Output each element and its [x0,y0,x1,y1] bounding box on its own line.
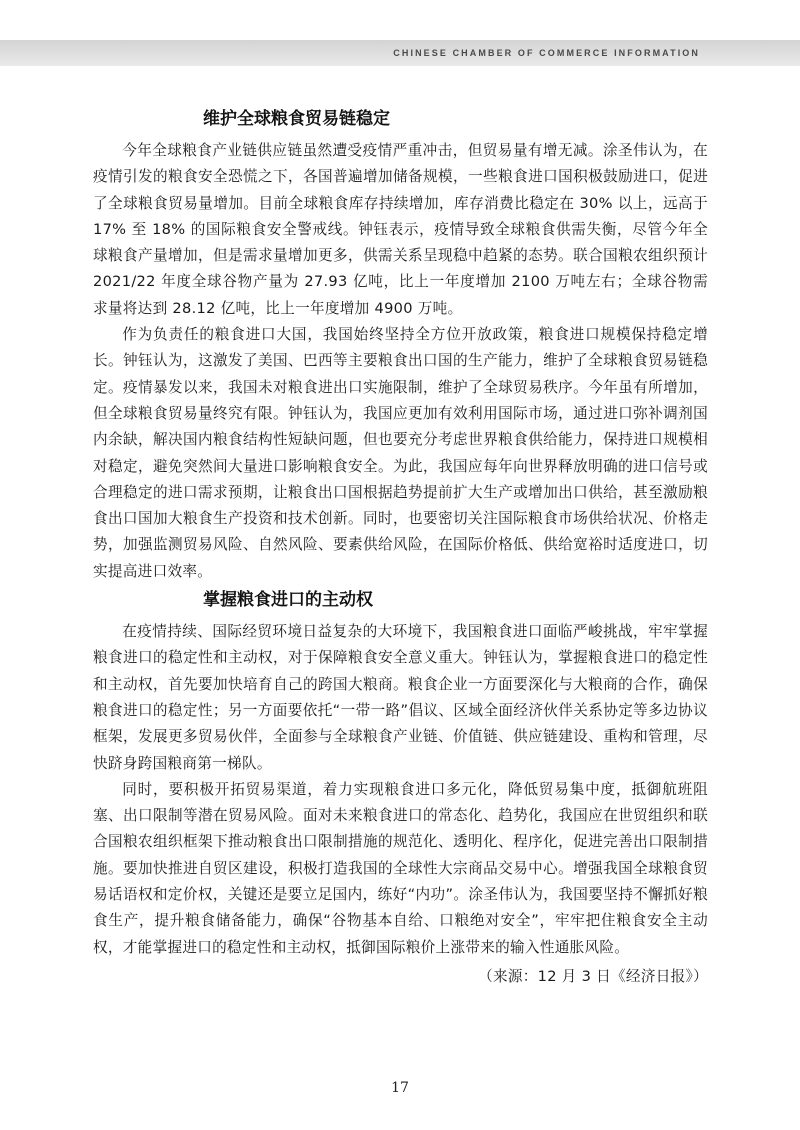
paragraph: 作为负责任的粮食进口大国，我国始终坚持全方位开放政策，粮食进口规模保持稳定增长。钟钰认为，这激发了美国、巴西等主要粮食出口国的生产能力，维护了全球粮食贸易链稳定。疫情暴发以来，我国未对粮食进出口实施限制，维护了全球贸易秩序。今年虽有所增加，但全球粮食贸易量终究有限。钟钰认为，我国应更加有效利用国际市场，通过进口弥补调剂国内余缺，解决国内粮食结构性短缺问题，但也要充分考虑世界粮食供给能力，保持进口规模相对稳定，避免突然间大量进口影响粮食安全。为此，我国应每年向世界释放明确的进口信号或合理稳定的进口需求预期，让粮食出口国根据趋势提前扩大生产或增加出口供给，甚至激励粮食出口国加大粮食生产投资和技术创新。同时，也要密切关注国际粮食市场供给状况、价格走势，加强监测贸易风险、自然风险、要素供给风险，在国际价格低、供给宽裕时适度进口，切实提高进口效率。 [93,326,708,580]
paragraph: 今年全球粮食产业链供应链虽然遭受疫情严重冲击，但贸易量有增无减。涂圣伟认为，在疫情引发的粮食安全恐慌之下，各国普遍增加储备规模，一些粮食进口国积极鼓励进口，促进了全球粮食贸易量增加。目前全球粮食库存持续增加，库存消费比稳定在 30% 以上，远高于 17% 至 18% 的国际粮食安全警戒线。钟钰表示，疫情导致全球粮食供需失衡，尽管今年全球粮食产量增加，但是需求量增加更多，供需关系呈现稳中趋紧的态势。联合国粮农组织预计 2021/22 年度全球谷物产量为 27.93 亿吨，比上一年度增加 2100 万吨左右；全球谷物需求量将达到 28.12 亿吨，比上一年度增加 4900 万吨。 [93,142,708,317]
paragraph: 在疫情持续、国际经贸环境日益复杂的大环境下，我国粮食进口面临严峻挑战，牢牢掌握粮食进口的稳定性和主动权，对于保障粮食安全意义重大。钟钰认为，掌握粮食进口的稳定性和主动权，首先要加快培育自己的跨国大粮商。粮食企业一方面要深化与大粮商的合作，确保粮食进口的稳定性；另一方面要依托“一带一路”倡议、区域全面经济伙伴关系协定等多边协议框架，发展更多贸易伙伴，全面参与全球粮食产业链、价值链、供应链建设、重构和管理，尽快跻身跨国粮商第一梯队。 [93,623,708,772]
header-band [0,40,800,66]
publication-title: CHINESE CHAMBER OF COMMERCE INFORMATION [393,48,700,58]
paragraph: 同时，要积极开拓贸易渠道，着力实现粮食进口多元化，降低贸易集中度，抵御航班阻塞、出口限制等潜在贸易风险。面对未来粮食进口的常态化、趋势化，我国应在世贸组织和联合国粮农组织框架下推动粮食出口限制措施的规范化、透明化、程序化，促进完善出口限制措施。要加快推进自贸区建设，积极打造我国的全球性大宗商品交易中心。增强我国全球粮食贸易话语权和定价权，关键还是要立足国内，练好“内功”。涂圣伟认为，我国要坚持不懈抓好粮食生产，提升粮食储备能力，确保“谷物基本自给、口粮绝对安全”，牢牢把住粮食安全主动权，才能掌握进口的稳定性和主动权，抵御国际粮价上涨带来的输入性通胀风险。 [93,780,708,956]
section-heading: 维护全球粮食贸易链稳定 [203,109,390,129]
page-number: 17 [391,1080,409,1096]
article-body [93,104,708,991]
article-source: （来源：12 月 3 日《经济日报》） [478,967,708,985]
section-heading: 掌握粮食进口的主动权 [203,590,373,611]
